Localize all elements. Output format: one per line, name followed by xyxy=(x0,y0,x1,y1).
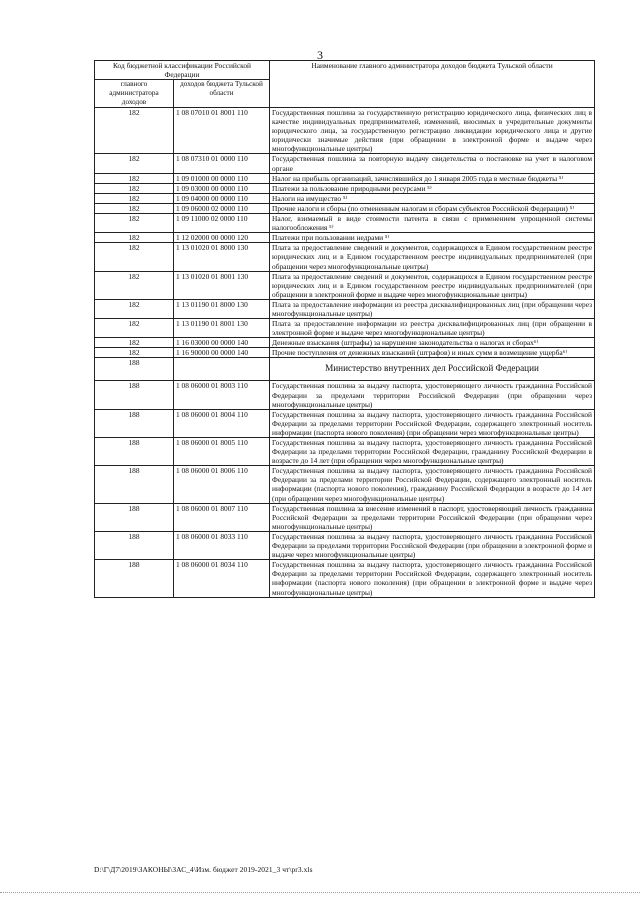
admin-code-cell: 182 xyxy=(95,338,174,348)
income-code-cell: 1 13 01190 01 8000 130 xyxy=(174,299,270,318)
table-row xyxy=(95,381,595,409)
income-code-cell: 1 08 06000 01 8034 110 xyxy=(174,560,270,597)
income-code-cell: 1 08 07310 01 0000 110 xyxy=(174,154,270,173)
budget-table xyxy=(94,60,595,598)
income-code-cell: 1 08 06000 01 8003 110 xyxy=(174,381,270,409)
header-row-top xyxy=(95,61,595,80)
income-code-cell: 1 13 01020 01 8000 130 xyxy=(174,243,270,271)
income-code-cell: 1 13 01020 01 8001 130 xyxy=(174,271,270,299)
admin-code-cell: 182 xyxy=(95,173,174,183)
admin-code-cell: 182 xyxy=(95,243,174,271)
kbk-header: Код бюджетной классификации Российской Федерации xyxy=(95,61,270,80)
table-row xyxy=(95,466,595,503)
income-code-cell: 1 08 06000 01 8007 110 xyxy=(174,503,270,531)
income-name-cell: Государственная пошлина за повторную выдачу свидетельства о постановке на учет в налоговом органе xyxy=(270,154,595,173)
income-column-header: доходов бюджета Тульской области xyxy=(174,80,270,108)
admin-code-cell: 182 xyxy=(95,348,174,358)
income-name-cell: Прочие налоги и сборы (по отмененным налогам и сборам субъектов Российской Федерации) ⁵⁾ xyxy=(270,203,595,213)
admin-code-cell: 182 xyxy=(95,271,174,299)
income-code-cell: 1 12 02000 00 0000 120 xyxy=(174,233,270,243)
admin-code-cell: 182 xyxy=(95,183,174,193)
table-row xyxy=(95,173,595,183)
income-code-cell: 1 08 06000 01 8005 110 xyxy=(174,438,270,466)
income-code-cell: 1 16 90000 00 0000 140 xyxy=(174,348,270,358)
admin-code-cell: 182 xyxy=(95,299,174,318)
admin-code-cell: 188 xyxy=(95,466,174,503)
admin-code-cell: 182 xyxy=(95,108,174,154)
income-name-cell: Денежные взыскания (штрафы) за нарушение законодательства о налогах и сборах⁶⁾ xyxy=(270,338,595,348)
table-row xyxy=(95,243,595,271)
admin-code-cell: 182 xyxy=(95,214,174,233)
income-name-cell: Плата за предоставление информации из реестра дисквалифицированных лиц (при обращении в электронной форме и выдаче через многофункциональные центры) xyxy=(270,319,595,338)
income-name-cell: Государственная пошлина за выдачу паспорта, удостоверяющего личность гражданина Российской Федерации за пределами территории Российской Федерации, содержащего электронный носитель информации (паспорта нового поколения) (при обращении через многофункциональные центры) xyxy=(270,409,595,437)
admin-code-cell: 188 xyxy=(95,438,174,466)
admin-code-cell: 188 xyxy=(95,503,174,531)
table-row xyxy=(95,531,595,559)
table-row xyxy=(95,438,595,466)
table-row xyxy=(95,233,595,243)
admin-code-cell: 182 xyxy=(95,203,174,213)
table-row xyxy=(95,409,595,437)
income-name-cell: Государственная пошлина за выдачу паспорта, удостоверяющего личность гражданина Российской Федерации за пределами территории Российской Федерации, гражданину Российской Федерации в возрасте до 14 лет (при обращении через многофункциональные центры) xyxy=(270,438,595,466)
table-row xyxy=(95,108,595,154)
admin-code-cell: 188 xyxy=(95,409,174,437)
table-row xyxy=(95,154,595,173)
income-name-cell: Платежи за пользование природными ресурсами ⁵⁾ xyxy=(270,183,595,193)
admin-code-cell: 188 xyxy=(95,358,174,381)
page-number: 3 xyxy=(317,48,323,62)
table-row xyxy=(95,271,595,299)
income-name-cell: Государственная пошлина за выдачу паспорта, удостоверяющего личность гражданина Российской Федерации за пределами территории Российской Федерации (при обращении через многофункциональные центры) xyxy=(270,381,595,409)
table-row xyxy=(95,214,595,233)
table-row xyxy=(95,203,595,213)
income-code-cell: 1 08 06000 01 8006 110 xyxy=(174,466,270,503)
income-code-cell: 1 13 01190 01 8001 130 xyxy=(174,319,270,338)
admin-code-cell: 182 xyxy=(95,193,174,203)
income-code-cell: 1 08 06000 01 8004 110 xyxy=(174,409,270,437)
income-name-cell: Плата за предоставление сведений и документов, содержащихся в Едином государственном реестре юридических лиц и в Едином государственном реестре индивидуальных предпринимателей (при обращении в электронной форме и выдаче через многофункциональные центры) xyxy=(270,271,595,299)
income-code-cell: 1 16 03000 00 0000 140 xyxy=(174,338,270,348)
table-row xyxy=(95,183,595,193)
admin-column-header: главного администратора доходов xyxy=(95,80,174,108)
income-name-cell: Плата за предоставление сведений и документов, содержащихся в Едином государственном реестре юридических лиц и в Едином государственном реестре индивидуальных предпринимателей (при обращении через многофункциональные центры) xyxy=(270,243,595,271)
admin-code-cell: 188 xyxy=(95,531,174,559)
table-row xyxy=(95,193,595,203)
admin-code-cell: 182 xyxy=(95,319,174,338)
income-code-cell: 1 09 11000 02 0000 110 xyxy=(174,214,270,233)
income-code-cell: 1 09 04000 00 0000 110 xyxy=(174,193,270,203)
income-name-cell: Министерство внутренних дел Российской Федерации xyxy=(270,358,595,381)
table-row xyxy=(95,299,595,318)
income-code-cell: 1 09 03000 00 0000 110 xyxy=(174,183,270,193)
income-name-cell: Платежи при пользовании недрами ⁵⁾ xyxy=(270,233,595,243)
table-row xyxy=(95,560,595,597)
income-name-cell: Налог на прибыль организаций, зачислявшийся до 1 января 2005 года в местные бюджеты ⁵⁾ xyxy=(270,173,595,183)
table-row xyxy=(95,338,595,348)
income-name-cell: Налог, взимаемый в виде стоимости патента в связи с применением упрощенной системы налогообложения ⁵⁾ xyxy=(270,214,595,233)
income-code-cell: 1 08 06000 01 8033 110 xyxy=(174,531,270,559)
income-name-cell: Плата за предоставление информации из реестра дисквалифицированных лиц (при обращении через многофункциональные центры) xyxy=(270,299,595,318)
income-name-cell: Государственная пошлина за выдачу паспорта, удостоверяющего личность гражданина Российской Федерации за пределами территории Российской Федерации (при обращении в электронной форме и выдаче через многофункциональные центры) xyxy=(270,531,595,559)
income-code-cell xyxy=(174,358,270,381)
name-header: Наименование главного администратора доходов бюджета Тульской области xyxy=(270,61,595,108)
income-code-cell: 1 09 06000 02 0000 110 xyxy=(174,203,270,213)
income-code-cell: 1 08 07010 01 8001 110 xyxy=(174,108,270,154)
income-name-cell: Налоги на имущество ⁵⁾ xyxy=(270,193,595,203)
table-row xyxy=(95,319,595,338)
table-body xyxy=(95,108,595,598)
ministry-row xyxy=(95,358,595,381)
income-name-cell: Государственная пошлина за выдачу паспорта, удостоверяющего личность гражданина Российской Федерации за пределами территории Российской Федерации, содержащего электронный носитель информации (паспорта нового поколения) (при обращении в электронной форме и выдаче через многофункциональные центры) xyxy=(270,560,595,597)
admin-code-cell: 188 xyxy=(95,381,174,409)
income-code-cell: 1 09 01000 00 0000 110 xyxy=(174,173,270,183)
income-name-cell: Государственная пошлина за внесение изменений в паспорт, удостоверяющий личность гражданина Российской Федерации за пределами территории Российской Федерации (при обращении через многофункциональные центры) xyxy=(270,503,595,531)
admin-code-cell: 188 xyxy=(95,560,174,597)
income-name-cell: Прочие поступления от денежных взысканий (штрафов) и иных сумм в возмещение ущерба⁶⁾ xyxy=(270,348,595,358)
bottom-divider xyxy=(0,892,640,893)
table-row xyxy=(95,348,595,358)
admin-code-cell: 182 xyxy=(95,233,174,243)
file-path-footer: D:\Г\Д7\2019\ЗАКОНЫ\ЗАС_4\Изм. бюджет 2019-2021_3 чт\pr3.xls xyxy=(94,865,313,874)
table-row xyxy=(95,503,595,531)
income-name-cell: Государственная пошлина за государственную регистрацию юридического лица, физических лиц в качестве индивидуальных предпринимателей, изменений, вносимых в учредительные документы юридического лица, за государственную регистрацию ликвидации юридического лица и другие юридически значимые действия (при обращении в электронной форме и выдаче через многофункциональные центры) xyxy=(270,108,595,154)
admin-code-cell: 182 xyxy=(95,154,174,173)
income-name-cell: Государственная пошлина за выдачу паспорта, удостоверяющего личность гражданина Российской Федерации за пределами территории Российской Федерации, содержащего электронный носитель информации (паспорта нового поколения), гражданину Российской Федерации в возрасте до 14 лет (при обращении через многофункциональные центры) xyxy=(270,466,595,503)
